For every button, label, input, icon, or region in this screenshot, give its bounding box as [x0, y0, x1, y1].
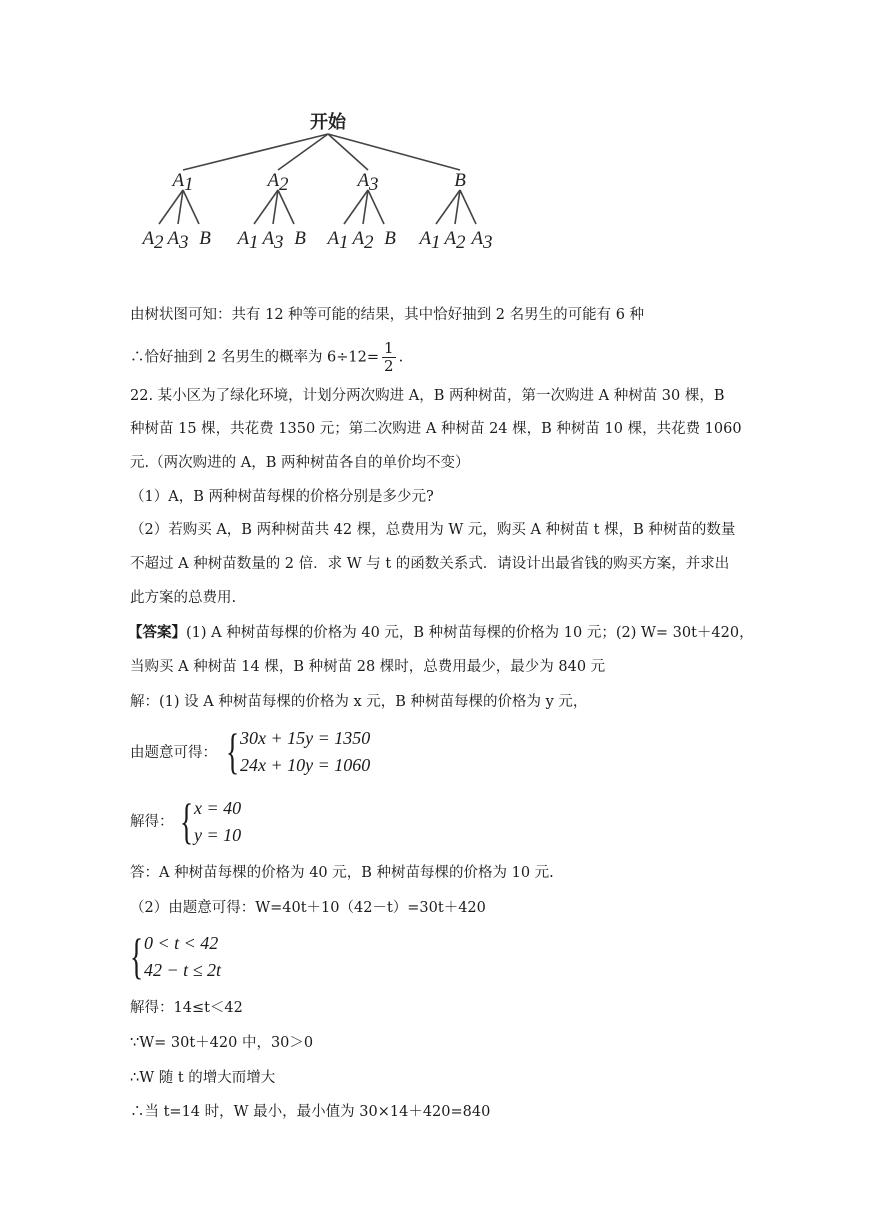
- probability-end: .: [398, 349, 404, 366]
- equation-system-1: [226, 723, 386, 780]
- equation-2a: x = 40: [194, 798, 242, 818]
- question-22-part-1: （1）A，B 两种树苗每棵的价格分别是多少元?: [130, 489, 434, 505]
- inequality-b: 42 − t ≤ 2t: [144, 960, 222, 980]
- tree-branch-level2: [183, 190, 199, 224]
- equation-2b: y = 10: [194, 825, 242, 845]
- tree-node-level1: A3: [357, 170, 379, 195]
- answer-text: (1) A 种树苗每棵的价格为 40 元，B 种树苗每棵的价格为 10 元；(2) W= 30t＋420，: [186, 625, 754, 641]
- tree-branch-level2: [278, 190, 294, 224]
- question-22-line-3: 元.（两次购进的 A，B 两种树苗各自的单价均不变）: [130, 455, 470, 471]
- tree-leaf: A1: [327, 228, 349, 253]
- conclusion-line-2: ∴当 t=14 时，W 最小，最小值为 30×14＋420=840: [130, 1104, 491, 1120]
- fraction: [382, 340, 396, 375]
- answer-line-1: [128, 623, 754, 643]
- solve-label-2: 解得：14≤t＜42: [130, 1000, 243, 1016]
- solve-label-1: 解得：: [130, 814, 174, 830]
- tree-leaf: B: [384, 228, 396, 249]
- question-22-line-2: 种树苗 15 棵，共花费 1350 元；第二次购进 A 种树苗 24 棵，B 种树苗 10 棵，共花费 1060: [130, 421, 742, 437]
- solution-line-1: 解：(1) 设 A 种树苗每棵的价格为 x 元，B 种树苗每棵的价格为 y 元，: [130, 694, 588, 710]
- brace-icon: {: [130, 928, 144, 984]
- inequality-a: 0 < t < 42: [144, 933, 219, 953]
- question-22-part-2-line-1: （2）若购买 A，B 两种树苗共 42 棵，总费用为 W 元，购买 A 种树苗 t 棵，B 种树苗的数量: [130, 522, 736, 538]
- fraction-numerator: 1: [384, 339, 394, 357]
- tree-leaf: A2: [352, 228, 374, 253]
- tree-leaf: B: [199, 228, 211, 249]
- tree-node-level1: A1: [172, 170, 194, 195]
- tree-leaf: A2: [444, 228, 466, 253]
- brace-icon: {: [226, 723, 240, 779]
- solution-part-2: （2）由题意可得：W=40t＋10（42－t）=30t＋420: [130, 900, 486, 916]
- inequality-system: [130, 928, 260, 985]
- tree-conclusion: 由树状图可知：共有 12 种等可能的结果，其中恰好抽到 2 名男生的可能有 6 种: [130, 307, 645, 323]
- answer-label: 【答案】: [128, 624, 186, 641]
- tree-branch-level2: [460, 190, 476, 224]
- tree-branch-level2: [368, 190, 384, 224]
- conclusion-line-1: ∴W 随 t 的增大而增大: [130, 1070, 276, 1086]
- solution-answer-1: 答：A 种树苗每棵的价格为 40 元，B 种树苗每棵的价格为 10 元.: [130, 865, 554, 881]
- tree-leaf: B: [294, 228, 306, 249]
- tree-diagram: [128, 106, 518, 256]
- brace-icon: {: [180, 793, 194, 849]
- tree-leaf: A3: [471, 228, 493, 253]
- tree-node-level1: B: [454, 170, 466, 191]
- equation-system-2: [180, 793, 280, 850]
- tree-leaf: A2: [142, 228, 164, 253]
- equation-1a: 30x + 15y = 1350: [240, 728, 371, 748]
- tree-leaf: A3: [167, 228, 189, 253]
- question-22-line-1: 22. 某小区为了绿化环境，计划分两次购进 A，B 两种树苗，第一次购进 A 种树苗 30 棵，B: [130, 388, 725, 404]
- tree-leaf: A3: [262, 228, 284, 253]
- fraction-denominator: 2: [384, 357, 394, 375]
- tree-branch-level1: [183, 134, 328, 170]
- probability-text: ∴恰好抽到 2 名男生的概率为 6÷12=: [130, 349, 380, 366]
- reason-line: ∵W= 30t＋420 中，30＞0: [130, 1035, 314, 1051]
- tree-branches: [159, 134, 476, 224]
- equation-1b: 24x + 10y = 1060: [240, 755, 371, 775]
- answer-line-2: 当购买 A 种树苗 14 棵，B 种树苗 28 棵时，总费用最少，最少为 840 元: [130, 659, 606, 675]
- tree-node-level1: A2: [267, 170, 289, 195]
- tree-leaf: A1: [237, 228, 259, 253]
- tree-leaf: A1: [419, 228, 441, 253]
- question-22-part-2-line-2: 不超过 A 种树苗数量的 2 倍．求 W 与 t 的函数关系式．请设计出最省钱的购买方案，并求出: [130, 556, 730, 572]
- tree-nodes: [140, 111, 492, 253]
- tree-root: 开始: [310, 112, 346, 133]
- question-22-part-2-line-3: 此方案的总费用.: [130, 590, 237, 606]
- solution-setup-label: 由题意可得：: [130, 745, 217, 761]
- probability-line: [130, 340, 403, 375]
